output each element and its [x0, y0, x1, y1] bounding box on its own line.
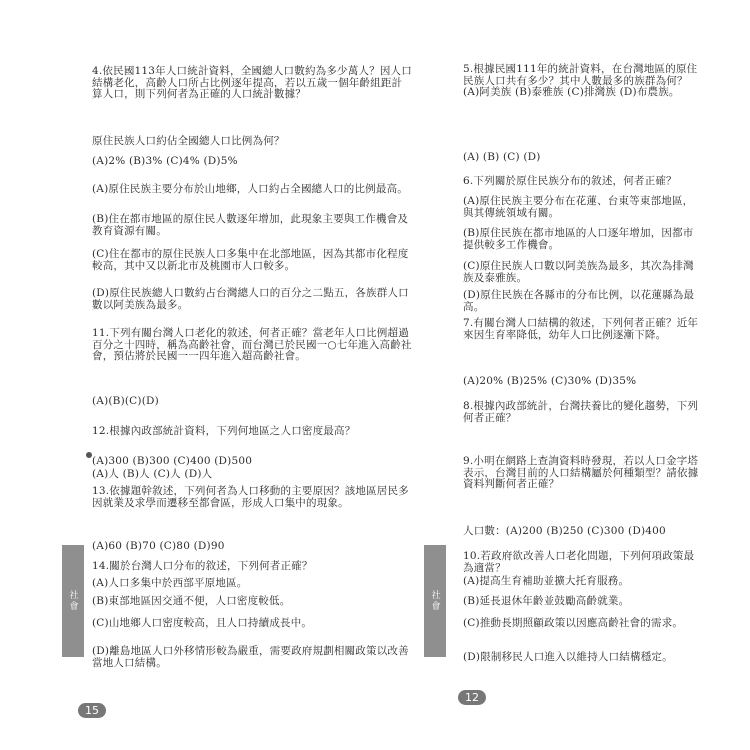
question-4-options: (A)2% (B)3% (C)4% (D)5%	[92, 155, 238, 167]
question-10-option-c: (C)推動長期照顧政策以因應高齡社會的需求。	[463, 617, 684, 629]
question-14-option-c: (C)山地鄉人口密度較高，且人口持續成長中。	[92, 617, 313, 629]
bullet-icon	[86, 452, 92, 458]
question-5-text: 5.根據民國111年的統計資料，在台灣地區的原住民族人口共有多少？其中人數最多的族群為何？(A)阿美族 (B)泰雅族 (C)排灣族 (D)布農族。	[463, 63, 698, 98]
question-14-text: 14.關於台灣人口分布的敘述，下列何者正確？	[92, 560, 313, 572]
chapter-tab-right	[424, 545, 446, 657]
question-14-option-b: (B)東部地區因交通不便，人口密度較低。	[92, 595, 291, 607]
question-6-option-c: (C)原住民族人口數以阿美族為最多，其次為排灣族及泰雅族。	[463, 260, 694, 284]
question-10-option-d: (D)限制移民人口進入以維持人口結構穩定。	[463, 651, 673, 663]
question-10-option-a: (A)提高生育補助並擴大托育服務。	[463, 575, 630, 587]
option-b: (B)住在都市地區的原住民人數逐年增加，此現象主要與工作機會及教育資源有關。	[92, 213, 409, 237]
question-7-options: (A)20% (B)25% (C)30% (D)35%	[463, 375, 637, 387]
chapter-tab-label: 社會	[67, 590, 78, 612]
question-13-options: (A)60 (B)70 (C)80 (D)90	[92, 540, 225, 552]
question-12-text: 12.根據內政部統計資料，下列何地區之人口密度最高？	[92, 425, 356, 437]
page-number-right: 12	[458, 690, 486, 705]
chapter-tab-label: 社會	[429, 590, 440, 612]
question-10-text: 10.若政府欲改善人口老化問題，下列何項政策最為適當？	[463, 550, 695, 574]
question-10-option-b: (B)延長退休年齡並鼓勵高齡就業。	[463, 595, 630, 607]
question-7-text: 7.有關台灣人口結構的敘述，下列何者正確？近年來因生育率降低，幼年人口比例逐漸下降。	[463, 317, 699, 341]
right-page	[463, 56, 701, 720]
option-d: (D)原住民族總人口數約占台灣總人口的百分之二點五，各族群人口數以阿美族為最多。	[92, 287, 409, 311]
left-page	[92, 56, 412, 720]
question-6-text: 6.下列關於原住民族分布的敘述，何者正確？	[463, 175, 677, 187]
question-5-options: (A) (B) (C) (D)	[463, 151, 541, 163]
question-6-option-b: (B)原住民族在都市地區的人口逐年增加，因都市提供較多工作機會。	[463, 227, 694, 251]
page-number-left: 15	[78, 703, 106, 718]
question-11-text: 11.下列有關台灣人口老化的敘述，何者正確？當老年人口比例超過百分之十四時，稱為高齡社會，而台灣已於民國一○七年進入高齡社會，預估將於民國一一四年進入超高齡社會。	[92, 327, 412, 362]
option-c: (C)住在都市的原住民族人口多集中在北部地區，因為其都市化程度較高，其中又以新北市及桃園市人口較多。	[92, 248, 409, 272]
question-14-option-a: (A)人口多集中於西部平原地區。	[92, 577, 248, 589]
question-8-text: 8.根據內政部統計，台灣扶養比的變化趨勢，下列何者正確？	[463, 400, 699, 424]
option-a: (A)原住民族主要分布於山地鄉，人口約占全國總人口的比例最高。	[92, 183, 408, 195]
question-12-options: (A)300 (B)300 (C)400 (D)500	[92, 455, 253, 467]
question-9-text: 9.小明在網路上查詢資料時發現，若以人口金字塔表示，台灣目前的人口結構屬於何種類型？請依據資料判斷何者正確？	[463, 455, 699, 490]
question-4-text: 4.依民國113年人口統計資料，全國總人口數約為多少萬人？因人口結構老化，高齡人口所占比例逐年提高，若以五歲一個年齡組距計算人口，則下列何者為正確的人口統計數據？	[92, 65, 412, 100]
question-6-option-a: (A)原住民族主要分布在花蓮、台東等東部地區，與其傳統領域有關。	[463, 195, 694, 219]
chapter-tab-left	[62, 545, 84, 657]
question-14-option-d: (D)離島地區人口外移情形較為嚴重，需要政府規劃相關政策以改善當地人口結構。	[92, 645, 409, 669]
question-11-options: (A)(B)(C)(D)	[92, 395, 159, 407]
question-4-prompt: 原住民族人口約佔全國總人口比例為何？	[92, 135, 285, 147]
question-6-option-d: (D)原住民族在各縣市的分布比例，以花蓮縣為最高。	[463, 289, 695, 313]
question-9-options: 人口數：(A)200 (B)250 (C)300 (D)400	[463, 525, 666, 537]
question-13-text: 13.依據題幹敘述，下列何者為人口移動的主要原因？該地區居民多因就業及求學而遷移至都會區，形成人口集中的現象。	[92, 485, 409, 509]
question-12-units: (A)人 (B)人 (C)人 (D)人	[92, 468, 213, 480]
